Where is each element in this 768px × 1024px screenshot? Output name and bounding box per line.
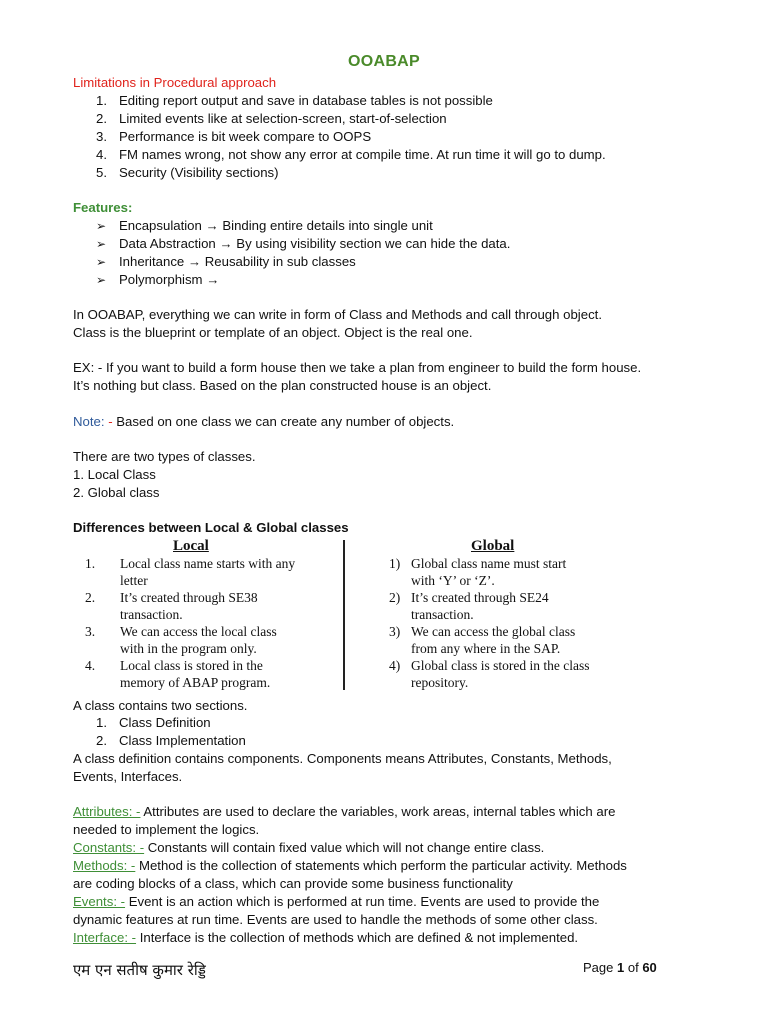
- paragraph-line: In OOABAP, everything we can write in form of Class and Methods and call through object.: [73, 307, 602, 322]
- methods-line: are coding blocks of a class, which can provide some business functionality: [73, 876, 513, 891]
- definition-line: Events, Interfaces.: [73, 769, 183, 784]
- arrow-bullet-icon: ➢: [96, 273, 107, 287]
- page-title: OOABAP: [347, 53, 421, 70]
- feature-item: ➢ Encapsulation → Binding entire details into single unit: [96, 218, 433, 233]
- interface-label: Interface: -: [73, 930, 137, 945]
- definition-line: A class definition contains components. Components means Attributes, Constants, Methods,: [73, 751, 612, 766]
- limitation-item: 3. Performance is bit week compare to OOPS: [96, 129, 372, 144]
- limitation-item: 1. Editing report output and save in database tables is not possible: [96, 93, 493, 108]
- feature-item: ➢ Inheritance → Reusability in sub classes: [96, 254, 356, 269]
- feature-item: ➢ Data Abstraction → By using visibility section we can hide the data.: [96, 236, 511, 251]
- footer-author: एम एन सतीष कुमार रेड्डि: [73, 961, 206, 979]
- sections-intro: A class contains two sections.: [73, 698, 248, 713]
- global-column-head: Global: [471, 538, 515, 554]
- constants-label: Constants: -: [73, 840, 145, 855]
- attributes-line: needed to implement the logics.: [73, 822, 260, 837]
- comparison-figure: Local Global 1. Local class name starts with any letter 2. It’s created through SE38 transaction. 3. We can access the local class with in the program only. 4. Local class is stored in the memory of ABAP program. 1) Global class name must start with ‘Y’ or ‘Z’. 2) It’s created through SE24 transaction. 3) We can access the global class from any where in the SAP. 4) Global class is stored in the class repository.: [85, 538, 590, 690]
- note-line: Note: - Based on one class we can create any number of objects.: [73, 414, 455, 429]
- types-item: 1. Local Class: [73, 467, 156, 482]
- arrow-bullet-icon: ➢: [96, 237, 107, 251]
- constants-line: Constants: - Constants will contain fixed value which will not change entire class.: [73, 840, 545, 855]
- arrow-bullet-icon: ➢: [96, 219, 107, 233]
- attributes-line: Attributes: - Attributes are used to declare the variables, work areas, internal tables which are: [73, 804, 616, 819]
- interface-line: Interface: - Interface is the collection of methods which are defined & not implemented.: [73, 930, 579, 945]
- limitation-item: 2. Limited events like at selection-screen, start-of-selection: [96, 111, 447, 126]
- note-label: Note:: [73, 414, 105, 429]
- attributes-label: Attributes: -: [73, 804, 141, 819]
- example-line: EX: - If you want to build a form house then we take a plan from engineer to build the form house.: [73, 360, 642, 375]
- methods-line: Methods: - Method is the collection of statements which perform the particular activity. Methods: [73, 858, 627, 873]
- types-item: 2. Global class: [73, 485, 160, 500]
- types-intro: There are two types of classes.: [73, 449, 256, 464]
- limitation-item: 5. Security (Visibility sections): [96, 165, 279, 180]
- feature-item: ➢ Polymorphism →: [96, 272, 220, 287]
- example-line: It’s nothing but class. Based on the plan constructed house is an object.: [73, 378, 492, 393]
- page-number: Page 1 of 60: [583, 960, 657, 975]
- events-label: Events: -: [73, 894, 126, 909]
- limitation-item: 4. FM names wrong, not show any error at compile time. At run time it will go to dump.: [96, 147, 606, 162]
- events-line: Events: - Event is an action which is performed at run time. Events are used to provide the: [73, 894, 600, 909]
- arrow-bullet-icon: ➢: [96, 255, 107, 269]
- column-divider: [343, 540, 345, 690]
- limitations-heading: Limitations in Procedural approach: [73, 75, 277, 90]
- features-heading: Features:: [73, 200, 133, 215]
- differences-heading: Differences between Local & Global classes: [73, 520, 349, 535]
- events-line: dynamic features at run time. Events are used to handle the methods of some other class.: [73, 912, 598, 927]
- methods-label: Methods: -: [73, 858, 136, 873]
- paragraph-line: Class is the blueprint or template of an object. Object is the real one.: [73, 325, 473, 340]
- local-column-head: Local: [173, 538, 209, 554]
- section-item: 2. Class Implementation: [96, 733, 246, 748]
- section-item: 1. Class Definition: [96, 715, 211, 730]
